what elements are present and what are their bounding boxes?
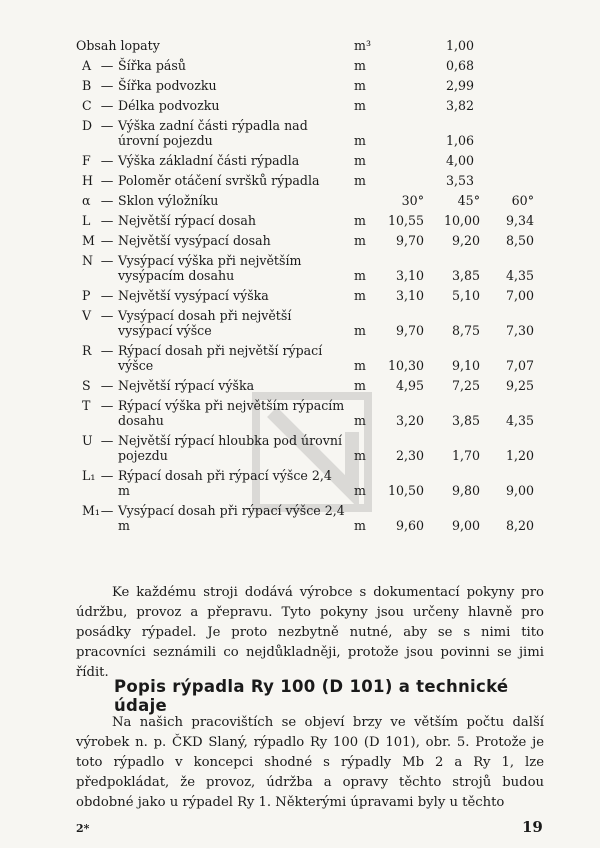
spec-value: 45° — [457, 193, 480, 208]
spec-row — [76, 288, 546, 303]
spec-unit: m — [354, 133, 366, 148]
spec-row — [76, 433, 546, 463]
spec-value: 8,20 — [505, 518, 534, 533]
spec-value: 9,60 — [395, 518, 424, 533]
spec-symbol: L₁ — [82, 468, 96, 483]
spec-value: 0,68 — [445, 58, 474, 73]
spec-value: 30° — [401, 193, 424, 208]
spec-unit: m — [354, 323, 366, 338]
spec-unit: m — [354, 233, 366, 248]
spec-dash: — — [100, 253, 114, 268]
spec-row — [76, 213, 546, 228]
spec-row — [76, 468, 546, 498]
spec-symbol: L — [82, 213, 91, 228]
spec-dash: — — [100, 308, 114, 323]
spec-dash: — — [100, 58, 114, 73]
spec-value: 9,00 — [451, 518, 480, 533]
section-heading: Popis rýpadla Ry 100 (D 101) a technické údaje — [114, 677, 509, 715]
spec-description: Vysýpací výška při největším vysýpacím dosahu — [118, 253, 302, 283]
spec-value: 1,00 — [445, 38, 474, 53]
spec-value: 10,30 — [387, 358, 424, 373]
spec-description: Poloměr otáčení svršků rýpadla — [118, 173, 320, 188]
spec-dash: — — [100, 118, 114, 133]
spec-dash: — — [100, 398, 114, 413]
spec-description: Výška zadní části rýpadla nad úrovní pojezdu — [118, 118, 308, 148]
spec-value: 3,10 — [395, 288, 424, 303]
spec-row — [76, 193, 546, 208]
spec-value: 4,95 — [395, 378, 424, 393]
spec-value: 8,75 — [451, 323, 480, 338]
spec-row — [76, 378, 546, 393]
spec-value: 7,30 — [505, 323, 534, 338]
spec-row — [76, 58, 546, 73]
spec-description: Obsah lopaty — [76, 38, 160, 53]
spec-row — [76, 38, 546, 53]
spec-value: 3,85 — [451, 413, 480, 428]
spec-value: 9,25 — [505, 378, 534, 393]
spec-dash: — — [100, 433, 114, 448]
spec-row — [76, 153, 546, 168]
spec-symbol: C — [82, 98, 92, 113]
spec-symbol: M₁ — [82, 503, 100, 518]
spec-row — [76, 503, 546, 533]
spec-row — [76, 78, 546, 93]
spec-symbol: F — [82, 153, 91, 168]
spec-symbol: M — [82, 233, 95, 248]
spec-value: 3,20 — [395, 413, 424, 428]
signature-mark: 2* — [76, 822, 90, 835]
spec-row — [76, 118, 546, 148]
spec-unit: m — [354, 413, 366, 428]
paragraph-text: Na našich pracovištích se objeví brzy ve větším počtu další výrobek n. p. ČKD Slaný, rýpadlo Ry 100 (D 101), obr. 5. Protože je toto rýpadlo v koncepci shodné s rýpadly Mb 2 a Ry 1, lze předpokládat, že provoz, údržba a opravy těchto strojů budou obdobné jako u rýpadel Ry 1. Některými úpravami byly u těchto — [76, 715, 544, 810]
spec-description: Vysýpací dosah při rýpací výšce 2,4 m — [118, 503, 345, 533]
spec-description: Rýpací výška při největším rýpacím dosahu — [118, 398, 345, 428]
spec-value: 4,35 — [505, 413, 534, 428]
spec-value: 8,50 — [505, 233, 534, 248]
spec-description: Šířka podvozku — [118, 78, 217, 93]
spec-unit: m — [354, 358, 366, 373]
spec-symbol: α — [82, 193, 91, 208]
spec-symbol: S — [82, 378, 91, 393]
spec-symbol: H — [82, 173, 93, 188]
spec-description: Vysýpací dosah při největší vysýpací výšce — [118, 308, 292, 338]
spec-unit: m — [354, 98, 366, 113]
spec-value: 4,00 — [445, 153, 474, 168]
spec-symbol: R — [82, 343, 92, 358]
spec-dash: — — [100, 343, 114, 358]
spec-value: 7,25 — [451, 378, 480, 393]
spec-symbol: V — [82, 308, 92, 323]
spec-unit: m — [354, 378, 366, 393]
spec-dash: — — [100, 503, 114, 518]
spec-description: Šířka pásů — [118, 58, 186, 73]
spec-dash: — — [100, 213, 114, 228]
spec-value: 10,50 — [387, 483, 424, 498]
spec-value: 3,82 — [445, 98, 474, 113]
spec-description: Délka podvozku — [118, 98, 220, 113]
spec-description: Rýpací dosah při rýpací výšce 2,4 m — [118, 468, 332, 498]
spec-dash: — — [100, 98, 114, 113]
spec-value: 60° — [511, 193, 534, 208]
spec-dash: — — [100, 233, 114, 248]
spec-row — [76, 173, 546, 188]
spec-row — [76, 98, 546, 113]
spec-value: 2,99 — [445, 78, 474, 93]
spec-dash: — — [100, 78, 114, 93]
spec-value: 9,00 — [505, 483, 534, 498]
description-paragraph — [76, 713, 544, 813]
page-number: 19 — [522, 818, 543, 836]
spec-value: 10,55 — [387, 213, 424, 228]
spec-row — [76, 343, 546, 373]
spec-row — [76, 233, 546, 248]
spec-row — [76, 308, 546, 338]
spec-unit: m — [354, 288, 366, 303]
spec-value: 9,10 — [451, 358, 480, 373]
spec-dash: — — [100, 193, 114, 208]
spec-value: 4,35 — [505, 268, 534, 283]
spec-symbol: B — [82, 78, 92, 93]
spec-value: 9,70 — [395, 233, 424, 248]
spec-description: Výška základní části rýpadla — [118, 153, 300, 168]
spec-value: 3,85 — [451, 268, 480, 283]
spec-value: 9,34 — [505, 213, 534, 228]
spec-dash: — — [100, 153, 114, 168]
spec-dash: — — [100, 378, 114, 393]
spec-value: 9,20 — [451, 233, 480, 248]
spec-unit: m — [354, 153, 366, 168]
spec-value: 9,80 — [451, 483, 480, 498]
spec-unit: m — [354, 518, 366, 533]
maintenance-paragraph — [76, 583, 544, 683]
spec-description: Největší rýpací výška — [118, 378, 255, 393]
spec-description: Sklon výložníku — [118, 193, 219, 208]
spec-value: 7,07 — [505, 358, 534, 373]
spec-unit: m — [354, 78, 366, 93]
spec-unit: m — [354, 173, 366, 188]
spec-unit: m — [354, 448, 366, 463]
spec-unit: m — [354, 58, 366, 73]
spec-symbol: N — [82, 253, 94, 268]
spec-value: 5,10 — [451, 288, 480, 303]
spec-value: 3,53 — [445, 173, 474, 188]
spec-value: 1,06 — [445, 133, 474, 148]
spec-dash: — — [100, 288, 114, 303]
spec-value: 10,00 — [443, 213, 480, 228]
spec-symbol: U — [82, 433, 93, 448]
technical-specs-table — [76, 38, 546, 538]
spec-dash: — — [100, 173, 114, 188]
spec-unit: m — [354, 213, 366, 228]
spec-description: Největší rýpací dosah — [118, 213, 257, 228]
spec-unit: m³ — [354, 38, 371, 53]
spec-description: Největší vysýpací dosah — [118, 233, 271, 248]
spec-symbol: A — [82, 58, 92, 73]
paragraph-text: Ke každému stroji dodává výrobce s dokumentací pokyny pro údržbu, provoz a přepravu. Tyto pokyny jsou určeny hlavně pro posádky rýpadel. Je proto nezbytně nutné, aby se s nimi tito pracovníci seznámili co nejdůkladněji, protože jsou povinni se jimi řídit. — [76, 585, 544, 680]
spec-value: 9,70 — [395, 323, 424, 338]
spec-description: Rýpací dosah při největší rýpací výšce — [118, 343, 323, 373]
spec-row — [76, 398, 546, 428]
spec-description: Největší rýpací hloubka pod úrovní pojezdu — [118, 433, 343, 463]
spec-unit: m — [354, 268, 366, 283]
spec-description: Největší vysýpací výška — [118, 288, 269, 303]
spec-value: 1,70 — [451, 448, 480, 463]
spec-symbol: D — [82, 118, 93, 133]
spec-symbol: T — [82, 398, 91, 413]
spec-value: 3,10 — [395, 268, 424, 283]
spec-unit: m — [354, 483, 366, 498]
spec-symbol: P — [82, 288, 91, 303]
spec-value: 7,00 — [505, 288, 534, 303]
spec-value: 1,20 — [505, 448, 534, 463]
spec-value: 2,30 — [395, 448, 424, 463]
spec-row — [76, 253, 546, 283]
spec-dash: — — [100, 468, 114, 483]
